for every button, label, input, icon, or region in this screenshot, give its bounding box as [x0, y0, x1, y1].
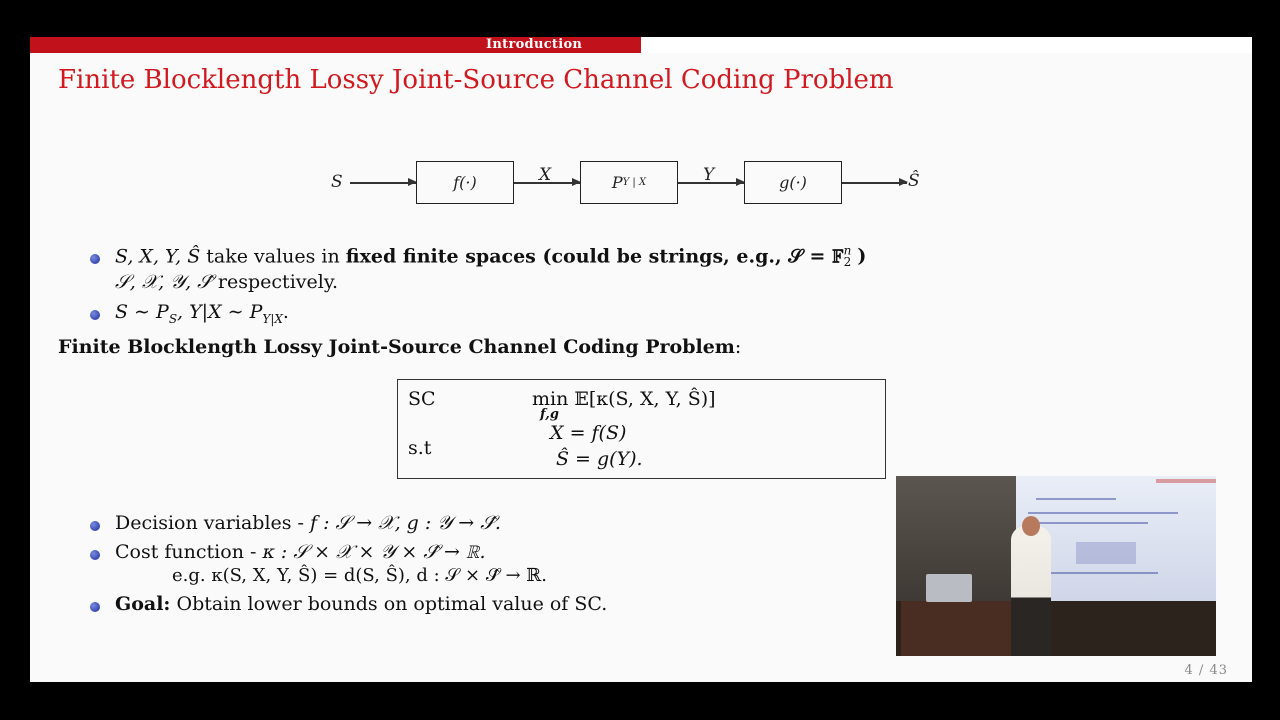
problem-heading-colon: : [734, 336, 742, 358]
dv-math: f : 𝒮 → 𝒳, g : 𝒴 → 𝒮̂. [310, 512, 501, 534]
channel-block [580, 161, 678, 204]
cf-math: κ : 𝒮 × 𝒳 × 𝒴 × 𝒮̂ → ℝ. [262, 541, 486, 563]
opt-constraint-2: Ŝ = g(Y). [556, 448, 643, 470]
page-number: 4 / 43 [1184, 663, 1228, 678]
video-slide-title [1156, 479, 1216, 483]
bullet-dist-sub-b: Y|X [262, 311, 283, 326]
cost-example: e.g. κ(S, X, Y, Ŝ) = d(S, Ŝ), d : 𝒮 × 𝒮̂ → ℝ. [172, 565, 547, 586]
goal-text: Obtain lower bounds on optimal value of SC. [170, 593, 608, 615]
bullet-goal [115, 593, 607, 615]
video-slide-box [1076, 542, 1136, 564]
bullet-spaces-vars: S, X, Y, Ŝ [115, 245, 201, 268]
opt-under: f,g [540, 407, 559, 422]
bullet-distributions [115, 301, 289, 326]
bullet-dist-b: , Y|X ∼ P [177, 301, 263, 323]
bullet-dot [90, 521, 100, 531]
slide-title: Finite Blocklength Lossy Joint-Source Channel Coding Problem [58, 65, 894, 95]
problem-heading [58, 336, 741, 358]
bullet-dot [90, 254, 100, 264]
bullet-spaces-subscript: 2 [843, 255, 852, 270]
channel-output-label: Y [703, 165, 715, 185]
optimization-box [397, 379, 886, 479]
opt-st-label: s.t [408, 437, 432, 459]
video-slide-line [1028, 522, 1148, 524]
bullet-spaces [115, 244, 867, 270]
bullet-spaces-exponent: n [843, 244, 852, 258]
bullet-decision-variables [115, 512, 501, 534]
bullet-spaces-bold: fixed finite spaces (could be strings, e.g., 𝒮 = 𝔽 [345, 245, 844, 268]
estimate-label: Ŝ [908, 171, 920, 191]
video-slide-line [1028, 512, 1178, 514]
bullet-dist-end: . [282, 301, 289, 323]
decoder-block [744, 161, 842, 204]
goal-label: Goal: [115, 593, 171, 615]
decoder-label: g(·) [779, 173, 807, 192]
bullet-dot [90, 550, 100, 560]
problem-heading-text: Finite Blocklength Lossy Joint-Source Channel Coding Problem [58, 336, 735, 358]
channel-subscript: Y | X [622, 177, 647, 188]
opt-label: SC [408, 388, 436, 410]
video-speaker [1011, 526, 1051, 656]
source-label: S [331, 172, 343, 192]
section-label: Introduction [486, 37, 583, 52]
bullet-dot [90, 602, 100, 612]
dv-label: Decision variables - [115, 512, 311, 534]
speaker-video-inset [896, 476, 1216, 656]
arrow-decoder-output [842, 182, 907, 184]
opt-objective: min 𝔼[κ(S, X, Y, Ŝ)] [532, 388, 716, 410]
bullet-spaces-close: ) [857, 245, 867, 268]
video-laptop [926, 574, 972, 602]
bullet-cost-function [115, 541, 486, 563]
video-slide-line [1036, 498, 1116, 500]
channel-input-label: X [539, 165, 552, 185]
opt-constraint-1: X = f(S) [550, 422, 627, 444]
bullet-spaces-respectively: respectively. [211, 271, 339, 293]
encoder-label: f(·) [453, 173, 477, 192]
bullet-dot [90, 310, 100, 320]
arrow-source-encoder [350, 182, 416, 184]
header-bar [30, 37, 1252, 53]
encoder-block [416, 161, 514, 204]
video-speaker-head [1022, 516, 1040, 536]
channel-label: P [611, 173, 623, 192]
bullet-dist-sub-a: S [168, 311, 178, 326]
video-desk [901, 601, 1011, 656]
cf-label: Cost function - [115, 541, 263, 563]
bullet-spaces-sets: 𝒮, 𝒳, 𝒴, 𝒮̂ [115, 271, 212, 293]
bullet-spaces-text: take values in [200, 245, 346, 268]
bullet-dist-a: S ∼ P [115, 301, 169, 323]
bullet-spaces-line2 [115, 271, 338, 293]
